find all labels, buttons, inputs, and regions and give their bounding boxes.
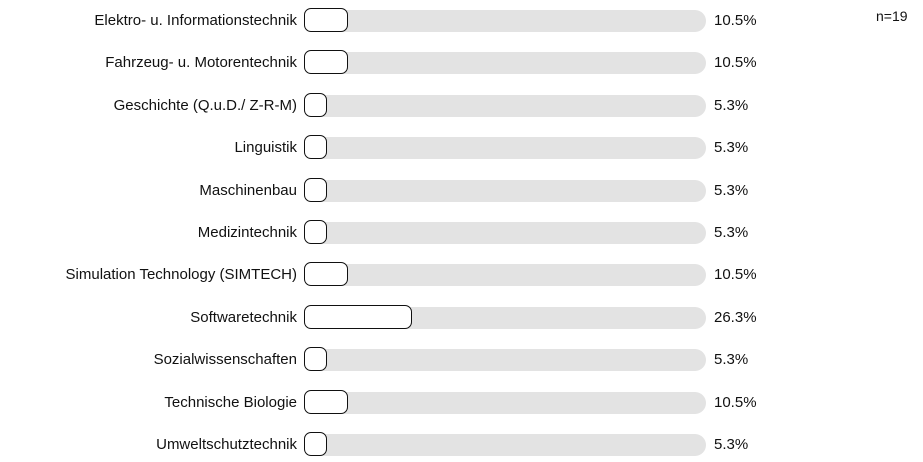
chart-row <box>0 301 923 335</box>
bar <box>304 50 348 74</box>
bar-track <box>304 349 706 371</box>
bar-track <box>304 222 706 244</box>
category-label: Elektro- u. Informationstechnik <box>94 12 297 29</box>
value-label: 10.5% <box>714 12 757 29</box>
value-label: 10.5% <box>714 266 757 284</box>
bar-track <box>304 180 706 202</box>
chart-row <box>0 258 923 292</box>
bar-track <box>304 264 706 286</box>
value-label: 5.3% <box>714 351 749 369</box>
bar <box>304 432 327 456</box>
bar <box>304 135 327 159</box>
category-label: Linguistik <box>234 139 297 157</box>
bar <box>304 390 348 414</box>
value-label: 10.5% <box>714 393 757 411</box>
category-label: Simulation Technology (SIMTECH) <box>65 266 297 284</box>
sample-size-label: n=19 <box>876 8 908 24</box>
category-label: Geschichte (Q.u.D./ Z-R-M) <box>113 96 297 114</box>
chart-row <box>0 89 923 123</box>
value-label: 5.3% <box>714 436 749 453</box>
value-label: 5.3% <box>714 96 749 114</box>
bar-track <box>304 392 706 414</box>
bar <box>304 347 327 371</box>
bar <box>304 178 327 202</box>
category-label: Medizintechnik <box>197 224 297 241</box>
value-label: 26.3% <box>714 308 757 326</box>
chart-row <box>0 343 923 377</box>
bar-track <box>304 10 706 32</box>
bar-track <box>304 434 706 456</box>
chart-row <box>0 131 923 165</box>
bar-track <box>304 95 706 117</box>
category-label: Sozialwissenschaften <box>153 351 297 369</box>
bar <box>304 8 348 32</box>
chart-row <box>0 216 923 250</box>
bar <box>304 305 412 329</box>
value-label: 5.3% <box>714 224 749 241</box>
value-label: 5.3% <box>714 139 749 157</box>
value-label: 5.3% <box>714 181 749 199</box>
chart-row <box>0 428 923 462</box>
category-label: Fahrzeug- u. Motorentechnik <box>105 54 297 72</box>
bar <box>304 220 327 244</box>
category-label: Technische Biologie <box>164 393 297 411</box>
chart-row <box>0 4 923 38</box>
category-label: Maschinenbau <box>199 181 297 199</box>
bar <box>304 262 348 286</box>
bar-track <box>304 137 706 159</box>
chart-row <box>0 174 923 208</box>
bar-track <box>304 52 706 74</box>
category-label: Softwaretechnik <box>190 308 297 326</box>
chart-row <box>0 386 923 420</box>
chart-row <box>0 46 923 80</box>
bar <box>304 93 327 117</box>
value-label: 10.5% <box>714 54 757 72</box>
category-label: Umweltschutztechnik <box>156 436 297 453</box>
